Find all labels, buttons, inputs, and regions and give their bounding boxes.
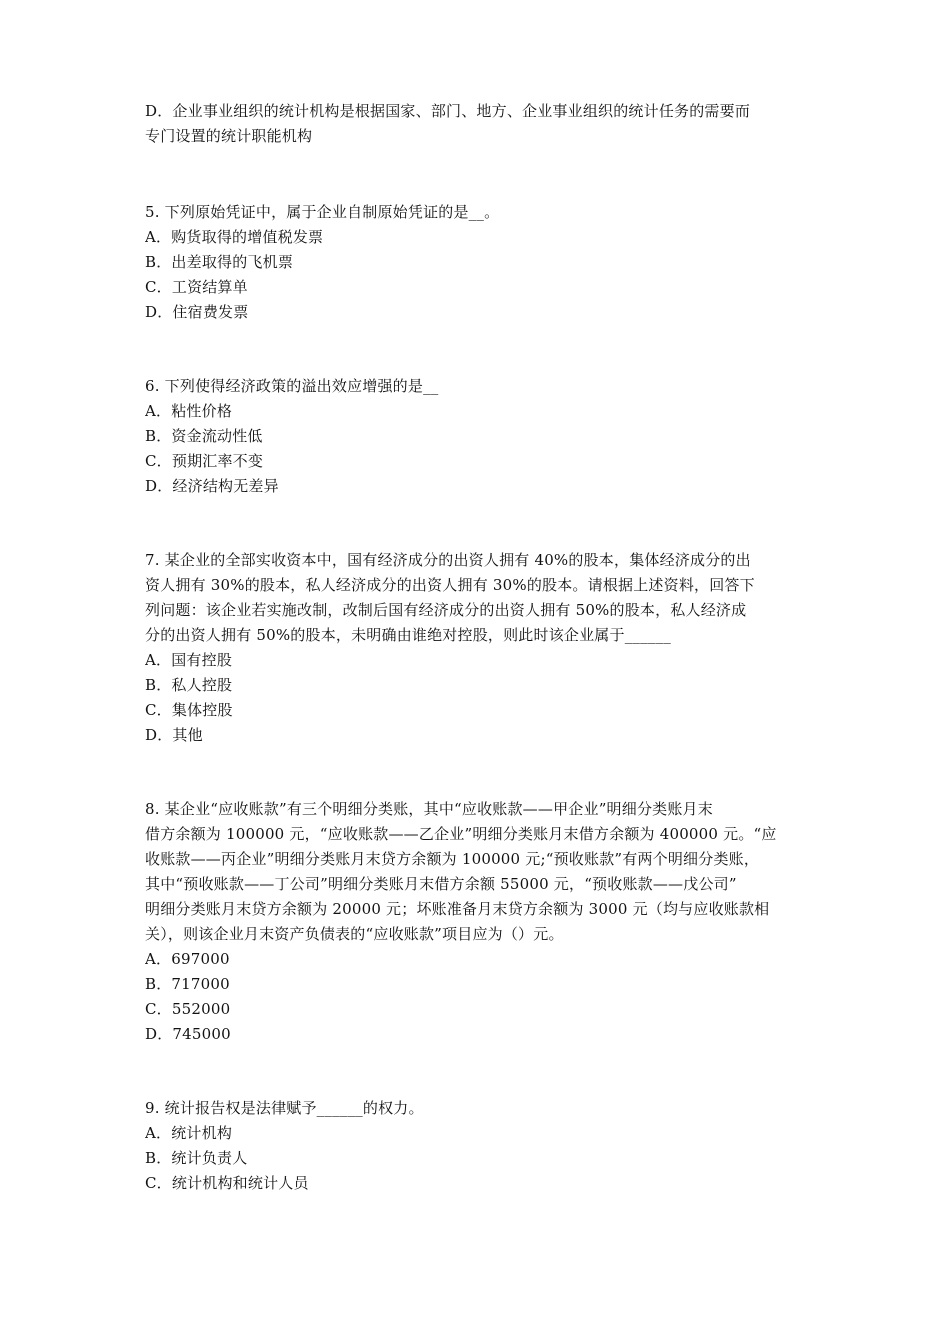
option-d: D．其他 — [145, 726, 203, 744]
question-stem-line: 收账款——丙企业”明细分类账月末贷方余额为 100000 元;“预收账款”有两个明细分类账， — [145, 850, 760, 868]
question-stem-line: 分的出资人拥有 50%的股本，未明确由谁绝对控股，则此时该企业属于______ — [145, 626, 671, 644]
question-stem-line: 明细分类账月末贷方余额为 20000 元；坏账准备月末贷方余额为 3000 元（均与应收账款相 — [145, 900, 770, 918]
option-a: A．粘性价格 — [145, 402, 233, 420]
option-c: C．集体控股 — [145, 701, 233, 719]
option-b: B．717000 — [145, 975, 230, 993]
option-c: C．统计机构和统计人员 — [145, 1174, 309, 1192]
option-b: B．统计负责人 — [145, 1149, 248, 1167]
option-c: C．预期汇率不变 — [145, 452, 264, 470]
question-stem-line: 其中“预收账款——丁公司”明细分类账月末借方余额 55000 元，“预收账款——戊公司” — [145, 875, 737, 893]
question-9 — [145, 1096, 815, 1196]
option-a: A．国有控股 — [145, 651, 233, 669]
option-text-line: 专门设置的统计职能机构 — [145, 127, 313, 145]
question-stem: 5. 下列原始凭证中，属于企业自制原始凭证的是__。 — [145, 203, 500, 221]
question-stem: 6. 下列使得经济政策的溢出效应增强的是__ — [145, 377, 439, 395]
question-stem-line: 列问题：该企业若实施改制，改制后国有经济成分的出资人拥有 50%的股本，私人经济成 — [145, 601, 747, 619]
question-stem-line: 借方余额为 100000 元，“应收账款——乙企业”明细分类账月末借方余额为 400000 元。“应 — [145, 825, 777, 843]
question-stem: 9. 统计报告权是法律赋予______的权力。 — [145, 1099, 424, 1117]
question-5 — [145, 200, 815, 325]
option-d: D．745000 — [145, 1025, 231, 1043]
option-c: C．工资结算单 — [145, 278, 248, 296]
option-a: A．购货取得的增值税发票 — [145, 228, 324, 246]
question-8 — [145, 797, 815, 1047]
question-stem-line: 关），则该企业月末资产负债表的“应收账款”项目应为（）元。 — [145, 925, 564, 943]
question-stem-line: 资人拥有 30%的股本，私人经济成分的出资人拥有 30%的股本。请根据上述资料，回答下 — [145, 576, 755, 594]
option-text-line: D．企业事业组织的统计机构是根据国家、部门、地方、企业事业组织的统计任务的需要而 — [145, 102, 751, 120]
option-d: D．经济结构无差异 — [145, 477, 279, 495]
option-c: C．552000 — [145, 1000, 231, 1018]
option-a: A．697000 — [145, 950, 230, 968]
question-stem-line: 8. 某企业“应收账款”有三个明细分类账，其中“应收账款——甲企业”明细分类账月末 — [145, 800, 713, 818]
question-stem-line: 7. 某企业的全部实收资本中，国有经济成分的出资人拥有 40%的股本，集体经济成分的出 — [145, 551, 751, 569]
previous-question-option-d — [145, 99, 815, 149]
option-d: D．住宿费发票 — [145, 303, 249, 321]
option-b: B．资金流动性低 — [145, 427, 263, 445]
option-b: B．私人控股 — [145, 676, 233, 694]
option-b: B．出差取得的飞机票 — [145, 253, 294, 271]
option-a: A．统计机构 — [145, 1124, 233, 1142]
question-7 — [145, 548, 815, 748]
question-6 — [145, 374, 815, 499]
